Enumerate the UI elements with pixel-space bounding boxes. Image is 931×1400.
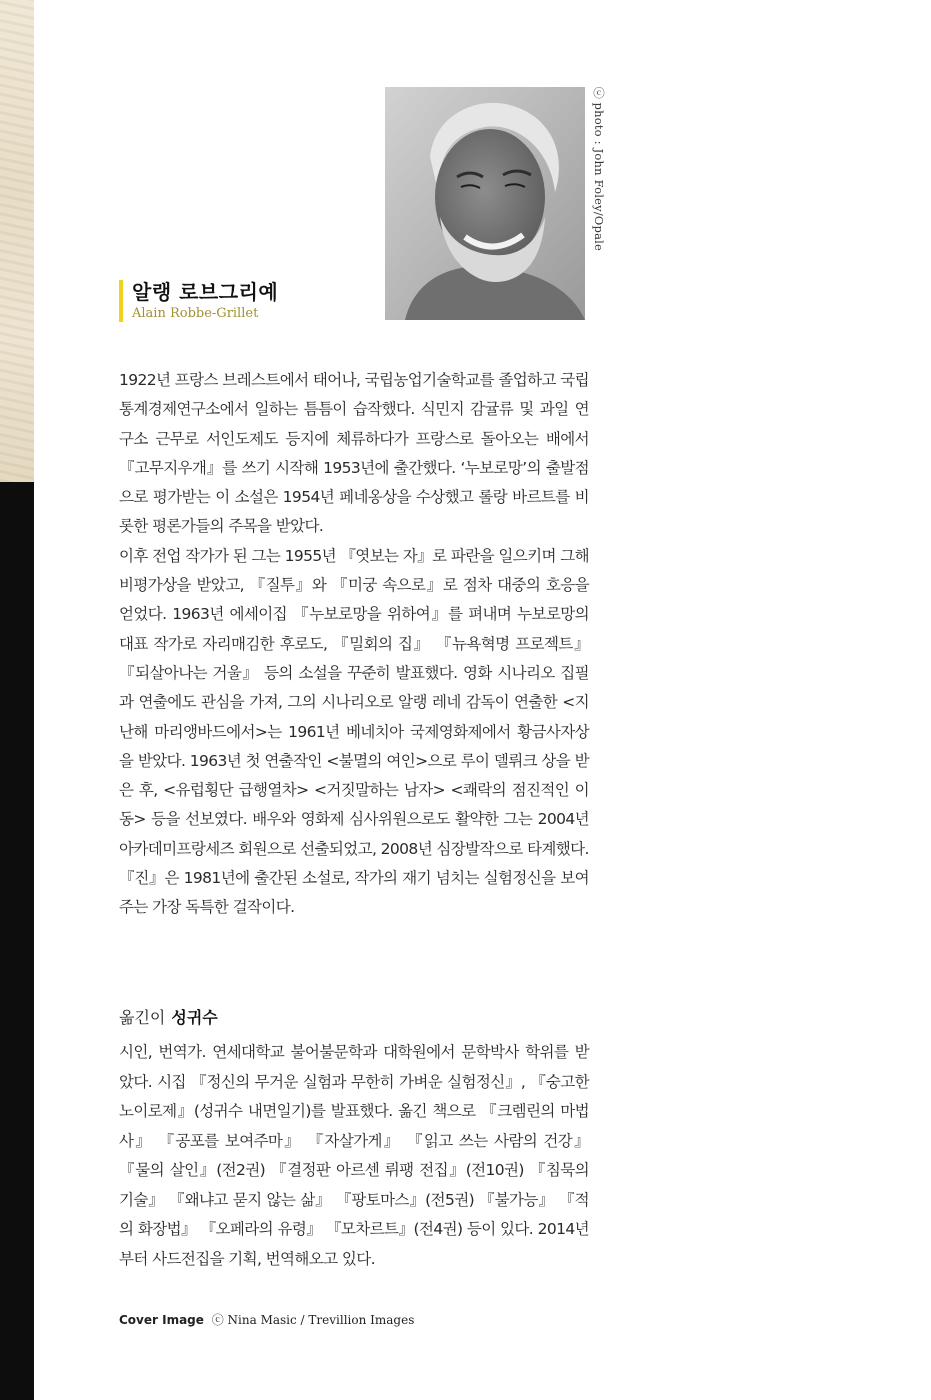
author-bio-paragraph-3: 『진』은 1981년에 출간된 소설로, 작가의 재기 넘치는 실험정신을 보여주는 가장 독특한 걸작이다. bbox=[119, 869, 589, 917]
author-name-block bbox=[119, 280, 278, 322]
translator-label: 옮긴이 bbox=[119, 1008, 166, 1027]
translator-name: 성귀수 bbox=[171, 1008, 218, 1027]
author-name-korean: 알랭 로브그리예 bbox=[132, 280, 279, 304]
author-portrait-image bbox=[385, 87, 585, 320]
photo-credit: ⓒ photo : John Foley/Opale bbox=[592, 87, 606, 252]
translator-header bbox=[119, 1006, 218, 1030]
cover-image-label: Cover Image bbox=[119, 1313, 204, 1327]
page-edge-texture bbox=[0, 0, 34, 482]
author-biography bbox=[119, 366, 589, 923]
author-name-english: Alain Robbe-Grillet bbox=[132, 306, 259, 321]
author-bio-paragraph-1: 1922년 프랑스 브레스트에서 태어나, 국립농업기술학교를 졸업하고 국립통계경제연구소에서 일하는 틈틈이 습작했다. 식민지 감귤류 및 과일 연구소 근무로 서인도제도 등지에 체류하다가 프랑스로 돌아오는 배에서 『고무지우개』를 쓰기 시작해 1953년에 출간했다. ‘누보로망’의 출발점으로 평가받는 이 소설은 1954년 페네옹상을 수상했고 롤랑 바르트를 비롯한 평론가들의 주목을 받았다. bbox=[119, 371, 589, 536]
translator-bio-paragraph: 시인, 번역가. 연세대학교 불어불문학과 대학원에서 문학박사 학위를 받았다. 시집 『정신의 무거운 실험과 무한히 가벼운 실험정신』, 『숭고한 노이로제』(성귀수 내면일기)를 발표했다. 옮긴 책으로 『크렘린의 마법사』 『공포를 보여주마』 『자살가게』 『읽고 쓰는 사람의 건강』 『물의 살인』(전2권) 『결정판 아르센 뤼팽 전집』(전10권) 『침묵의 기술』 『왜냐고 묻지 않는 삶』 『팡토마스』(전5권) 『불가능』 『적의 화장법』 『오페라의 유령』 『모차르트』(전4권) 등이 있다. 2014년부터 사드전집을 기획, 번역해오고 있다. bbox=[119, 1043, 589, 1268]
translator-biography bbox=[119, 1038, 589, 1274]
cover-image-credit-text: ⓒ Nina Masic / Trevillion Images bbox=[211, 1313, 415, 1327]
cover-image-credit bbox=[119, 1311, 414, 1328]
author-photo bbox=[385, 87, 585, 320]
author-bio-paragraph-2: 이후 전업 작가가 된 그는 1955년 『엿보는 자』로 파란을 일으키며 그해 비평가상을 받았고, 『질투』와 『미궁 속으로』로 점차 대중의 호응을 얻었다. 1963년 에세이집 『누보로망을 위하여』를 펴내며 누보로망의 대표 작가로 자리매김한 후로도, 『밀회의 집』 『뉴욕혁명 프로젝트』 『되살아나는 거울』 등의 소설을 꾸준히 발표했다. 영화 시나리오 집필과 연출에도 관심을 가져, 그의 시나리오로 알랭 레네 감독이 연출한 <지난해 마리앵바드에서>는 1961년 베네치아 국제영화제에서 황금사자상을 받았다. 1963년 첫 연출작인 <불멸의 여인>으로 루이 델뤼크 상을 받은 후, <유럽횡단 급행열차> <거짓말하는 남자> <쾌락의 점진적인 이동> 등을 선보였다. 배우와 영화제 심사위원으로도 활약한 그는 2004년 아카데미프랑세즈 회원으로 선출되었고, 2008년 심장발작으로 타계했다. bbox=[119, 546, 589, 858]
page-edge-dark bbox=[0, 482, 34, 1400]
